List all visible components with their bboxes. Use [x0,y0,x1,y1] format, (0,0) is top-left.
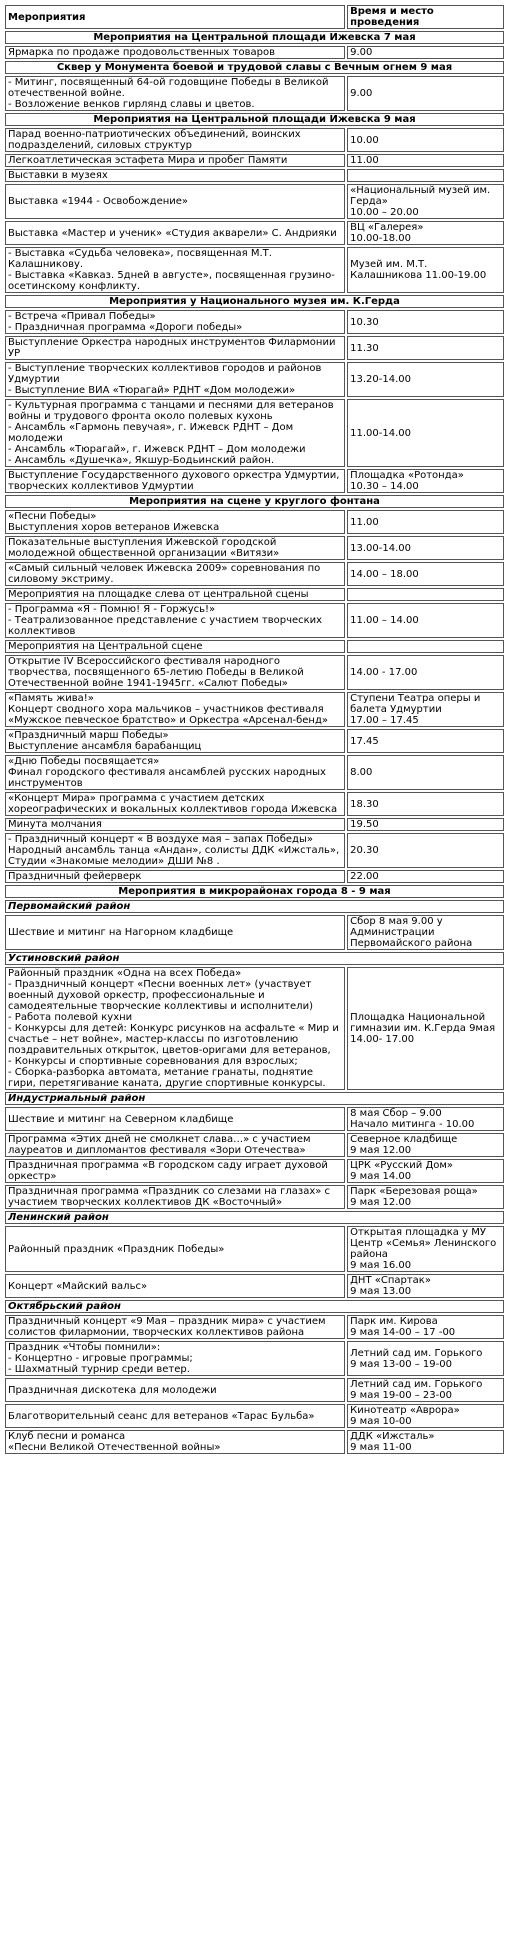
table-row [5,603,504,638]
section-header-row [5,61,504,74]
event-line: Праздничный концерт «9 Мая – праздник мира» с участием солистов филармонии, творческих коллективов района [8,1316,326,1338]
column-header-events: Мероприятия [5,5,345,29]
event-line: Выступление Оркестра народных инструментов Филармонии УР [8,337,336,359]
time-place-line: ВЦ «Галерея» [350,222,424,233]
event-line: Выставки в музеях [8,170,108,181]
time-place-line: Площадка Национальной гимназии им. К.Герда 9мая 14.00- 17.00 [350,1012,496,1045]
time-place-cell [347,128,504,152]
section-title: Мероприятия на Центральной площади Ижевска 9 мая [5,113,504,126]
event-cell [5,128,345,152]
time-place-line: Сбор 8 мая 9.00 у Администрации Первомайского района [350,916,473,949]
event-line: Концерт сводного хора мальчиков – участников фестиваля «Мужское певческое братство» и Оркестра «Арсенал-бенд» [8,704,328,726]
event-line: Народный ансамбль танца «Андан», солисты ДДК «Ижсталь», Студии «Знакомые мелодии» ДШИ №8 . [8,845,340,867]
time-place-line: Северное кладбище [350,1134,458,1145]
event-cell [5,247,345,293]
event-cell [5,729,345,753]
event-cell [5,1226,345,1272]
section-header-row [5,295,504,308]
event-line: - Ансамбль «Душечка», Якшур-Бодьинский район. [8,455,275,466]
section-header-row [5,885,504,898]
table-row [5,967,504,1090]
event-line: Выступление ансамбля барабанщиц [8,741,202,752]
time-place-line: 9 мая 14.00 [350,1171,412,1182]
time-place-line: Начало митинга - 10.00 [350,1119,475,1130]
event-cell [5,510,345,534]
event-cell [5,755,345,790]
section-header-row [5,495,504,508]
time-place-line: 11.00 [350,155,379,166]
table-row [5,1107,504,1131]
event-cell [5,1107,345,1131]
event-line: Праздничная программа «Праздник со слезами на глазах» с участием творческих коллективов ДК «Восточный» [8,1186,331,1208]
event-line: - Ансамбль «Гармонь певучая», г. Ижевск РДНТ – Дом молодежи [8,422,294,444]
time-place-line: 9 мая 16.00 [350,1260,412,1271]
event-line: «Праздничный марш Победы» [8,730,169,741]
table-row [5,310,504,334]
district-title: Октябрьский район [5,1300,504,1313]
event-cell [5,469,345,493]
table-row [5,362,504,397]
event-line: Минута молчания [8,819,102,830]
event-cell [5,818,345,831]
event-line: - Работа полевой кухни [8,1012,133,1023]
table-row [5,469,504,493]
event-cell [5,46,345,59]
event-cell [5,1430,345,1454]
table-body [5,31,504,1454]
event-line: Районный праздник «Одна на всех Победа» [8,968,242,979]
table-row [5,792,504,816]
district-title: Индустриальный район [5,1092,504,1105]
time-place-line: 19.50 [350,819,379,830]
event-cell [5,399,345,467]
time-place-cell [347,870,504,883]
table-row [5,1378,504,1402]
time-place-line: Кинотеатр «Аврора» [350,1405,460,1416]
event-line: Ярмарка по продаже продовольственных товаров [8,47,275,58]
table-row [5,1404,504,1428]
time-place-line: 13.20-14.00 [350,374,411,385]
time-place-cell [347,1226,504,1272]
time-place-line: 14.00 - 17.00 [350,667,418,678]
time-place-cell [347,1341,504,1376]
event-cell [5,792,345,816]
time-place-cell [347,510,504,534]
event-line: Выставка «Мастер и ученик» «Студия акварели» С. Андрияки [8,227,337,239]
events-table [3,3,506,1456]
event-line: Праздник «Чтобы помнили»: [8,1342,161,1353]
time-place-cell [347,692,504,727]
time-place-line: 8 мая Сбор – 9.00 [350,1108,442,1119]
time-place-cell [347,169,504,182]
event-cell [5,310,345,334]
district-header-row [5,1211,504,1224]
district-header-row [5,1300,504,1313]
time-place-cell [347,469,504,493]
time-place-line: Летний сад им. Горького [350,1379,483,1390]
time-place-cell [347,1315,504,1339]
event-cell [5,562,345,586]
time-place-cell [347,915,504,950]
event-line: «Песни Победы» [8,511,97,522]
time-place-line: 9 мая 14-00 – 17 -00 [350,1327,456,1338]
time-place-line: Музей им. М.Т. Калашникова 11.00-19.00 [350,259,487,281]
time-place-line: Открытая площадка у МУ Центр «Семья» Ленинского района [350,1227,497,1260]
time-place-line: 17.45 [350,735,379,747]
table-row [5,755,504,790]
time-place-cell [347,818,504,831]
table-row [5,128,504,152]
column-header-time-place: Время и место проведения [347,5,504,29]
event-line: - Конкурсы и спортивные соревнования для взрослых; [8,1056,298,1067]
event-line: - Культурная программа с танцами и песнями для ветеранов войны и трудового фронта около полевых кухонь [8,400,334,422]
table-row [5,818,504,831]
time-place-line: Летний сад им. Горького [350,1347,483,1359]
event-line: - Конкурсы для детей: Конкурс рисунков на асфальте « Мир и счастье – нет войне», мастер-классы по изготовлению поздравительных открыток, цветов-оригами для ветеранов, [8,1023,339,1056]
event-cell [5,1274,345,1298]
event-line: - Праздничный концерт « В воздухе мая – запах Победы» [8,834,313,845]
table-row [5,588,504,601]
event-line: «Дню Победы посвящается» [8,756,160,767]
table-row [5,870,504,883]
event-cell [5,1404,345,1428]
table-row [5,729,504,753]
time-place-cell [347,1159,504,1183]
event-line: Выступления хоров ветеранов Ижевска [8,522,220,533]
time-place-cell [347,310,504,334]
event-line: - Митинг, посвященный 64-ой годовщине Победы в Великой отечественной войне. [8,77,329,99]
time-place-cell [347,833,504,868]
section-header-row [5,31,504,44]
event-line: Клуб песни и романса [8,1431,126,1442]
time-place-cell [347,536,504,560]
table-row [5,1430,504,1454]
event-cell [5,640,345,653]
section-title: Мероприятия в микрорайонах города 8 - 9 мая [5,885,504,898]
table-row [5,562,504,586]
district-title: Первомайский район [5,900,504,913]
time-place-cell [347,362,504,397]
time-place-cell [347,399,504,467]
time-place-cell [347,184,504,219]
time-place-cell [347,46,504,59]
time-place-cell [347,221,504,245]
time-place-cell [347,603,504,638]
event-cell [5,655,345,690]
table-row [5,1341,504,1376]
event-line: Выступление Государственного духового оркестра Удмуртии, творческих коллективов Удмуртии [8,470,340,492]
time-place-line: 9 мая 11-00 [350,1442,412,1453]
table-row [5,399,504,467]
time-place-line: 9 мая 12.00 [350,1145,412,1156]
time-place-line: 17.00 – 17.45 [350,715,419,726]
event-line: «Песни Великой Отечественной войны» [8,1442,221,1453]
time-place-line: 11.00 – 14.00 [350,615,419,626]
event-cell [5,588,345,601]
event-cell [5,184,345,219]
event-line: Показательные выступления Ижевской городской молодежной общественной организации «Витязи» [8,537,280,559]
table-row [5,154,504,167]
table-row [5,1315,504,1339]
event-line: Парад военно-патриотических объединений, воинских подразделений, силовых структур [8,129,301,151]
event-line: Праздничный фейерверк [8,871,142,882]
time-place-line: 9 мая 13.00 [350,1286,412,1297]
event-line: - Театрализованное представление с участием творческих коллективов [8,615,323,637]
time-place-line: Парк «Березовая роща» [350,1186,478,1197]
section-title: Мероприятия у Национального музея им. К.Герда [5,295,504,308]
event-line: Праздничная дискотека для молодежи [8,1384,217,1396]
event-line: - Выставка «Судьба человека», посвященная М.Т. Калашникову. [8,248,272,270]
time-place-cell [347,1133,504,1157]
time-place-cell [347,247,504,293]
time-place-cell [347,154,504,167]
event-line: Шествие и митинг на Северном кладбище [8,1113,234,1125]
table-row [5,1159,504,1183]
table-row [5,833,504,868]
table-row [5,536,504,560]
time-place-line: 9 мая 19-00 – 23-00 [350,1390,452,1401]
time-place-line: 10.00-18.00 [350,233,411,244]
event-line: Благотворительный сеанс для ветеранов «Тарас Бульба» [8,1410,315,1422]
time-place-line: ДДК «Ижсталь» [350,1431,435,1442]
time-place-cell [347,792,504,816]
table-row [5,655,504,690]
event-line: - Программа «Я - Помню! Я - Горжусь!» [8,604,216,615]
time-place-line: 10.00 – 20.00 [350,207,419,218]
table-row [5,184,504,219]
time-place-line: ДНТ «Спартак» [350,1275,431,1286]
time-place-cell [347,640,504,653]
time-place-line: 10.30 [350,316,379,328]
time-place-cell [347,1185,504,1209]
event-line: - Выступление творческих коллективов городов и районов Удмуртии [8,363,322,385]
event-cell [5,1133,345,1157]
time-place-line: 18.30 [350,798,379,810]
table-row [5,1185,504,1209]
event-cell [5,154,345,167]
event-line: Легкоатлетическая эстафета Мира и пробег Памяти [8,155,288,166]
event-line: Выставка «1944 - Освобождение» [8,196,189,207]
event-line: Программа «Этих дней не смолкнет слава…» с участием лауреатов и дипломантов фестиваля «Зори Отечества» [8,1134,311,1156]
event-cell [5,169,345,182]
time-place-cell [347,562,504,586]
table-row [5,692,504,727]
time-place-line: 9 мая 12.00 [350,1197,412,1208]
time-place-line: 9 мая 13-00 – 19-00 [350,1358,452,1370]
event-line: - Праздничный концерт «Песни военных лет» (участвует военный духовой оркестр, профессиональные и самодеятельные творческие коллективы и исполнители) [8,979,313,1012]
section-header-row [5,113,504,126]
time-place-line: 13.00-14.00 [350,542,411,554]
table-row [5,247,504,293]
time-place-cell [347,655,504,690]
table-row [5,1133,504,1157]
time-place-cell [347,1378,504,1402]
time-place-line: 11.00 [350,516,379,528]
table-row [5,221,504,245]
event-cell [5,1341,345,1376]
district-title: Ленинский район [5,1211,504,1224]
event-cell [5,967,345,1090]
event-line: - Выставка «Кавказ. 5дней в августе», посвященная грузино-осетинскому конфликту. [8,270,335,292]
section-title: Мероприятия на Центральной площади Ижевска 7 мая [5,31,504,44]
time-place-line: 20.30 [350,845,379,856]
event-cell [5,833,345,868]
time-place-line: 10.30 – 14.00 [350,481,419,492]
district-title: Устиновский район [5,952,504,965]
table-row [5,1274,504,1298]
time-place-cell [347,729,504,753]
event-cell [5,1159,345,1183]
event-line: Мероприятия на Центральной сцене [8,641,203,652]
district-header-row [5,900,504,913]
table-row [5,169,504,182]
event-cell [5,336,345,360]
time-place-cell [347,1404,504,1428]
event-line: «Концерт Мира» программа с участием детских хореографических и вокальных коллективов города Ижевска [8,793,338,815]
time-place-cell [347,336,504,360]
district-header-row [5,1092,504,1105]
event-cell [5,221,345,245]
table-row [5,640,504,653]
event-line: - Праздничная программа «Дороги победы» [8,322,243,333]
event-line: - Сборка-разборка автомата, метание гранаты, поднятие гири, перетягивание каната, другие спортивные конкурсы. [8,1067,326,1089]
table-row [5,1226,504,1272]
time-place-line: 9 мая 10-00 [350,1416,412,1427]
time-place-cell [347,967,504,1090]
time-place-line: 8.00 [350,767,373,778]
time-place-line: Площадка «Ротонда» [350,470,464,481]
time-place-line: 10.00 [350,134,379,146]
time-place-cell [347,1274,504,1298]
event-line: - Ансамбль «Тюрагай», г. Ижевск РДНТ – Дом молодежи [8,444,306,455]
time-place-line: 9.00 [350,47,373,58]
time-place-cell [347,755,504,790]
event-line: - Концертно - игровые программы; [8,1353,193,1364]
time-place-cell [347,76,504,111]
event-line: «Самый сильный человек Ижевска 2009» соревнования по силовому экстриму. [8,563,321,585]
event-line: - Встреча «Привал Победы» [8,311,156,322]
table-row [5,76,504,111]
table-row [5,915,504,950]
time-place-line: 9.00 [350,88,373,99]
event-cell [5,1378,345,1402]
event-cell [5,692,345,727]
event-line: - Возложение венков гирлянд славы и цветов. [8,99,255,110]
time-place-line: 14.00 – 18.00 [350,568,419,580]
event-cell [5,1185,345,1209]
event-cell [5,603,345,638]
table-row [5,336,504,360]
event-line: Праздничная программа «В городском саду играет духовой оркестр» [8,1160,328,1182]
event-cell [5,536,345,560]
event-cell [5,76,345,111]
table-row [5,510,504,534]
table-row [5,46,504,59]
event-cell [5,915,345,950]
event-cell [5,362,345,397]
event-line: - Выступление ВИА «Тюрагай» РДНТ «Дом молодежи» [8,385,296,396]
section-title: Мероприятия на сцене у круглого фонтана [5,495,504,508]
time-place-cell [347,1430,504,1454]
event-cell [5,870,345,883]
event-line: Финал городского фестиваля ансамблей русских народных инструментов [8,767,326,789]
time-place-cell [347,1107,504,1131]
time-place-line: «Национальный музей им. Герда» [350,185,491,207]
time-place-line: 11.30 [350,342,379,354]
event-line: «Память жива!» [8,693,94,704]
time-place-line: Ступени Театра оперы и балета Удмуртии [350,693,481,715]
time-place-line: ЦРК «Русский Дом» [350,1160,454,1171]
event-line: Открытие IV Всероссийского фестиваля народного творчества, посвященного 65-летию Победы в Великой Отечественной войне 1941-1945гг. «Салют Победы» [8,656,304,689]
event-cell [5,1315,345,1339]
table-header-row [5,5,504,29]
time-place-line: Парк им. Кирова [350,1316,438,1327]
event-line: Районный праздник «Праздник Победы» [8,1243,225,1255]
event-line: Мероприятия на площадке слева от центральной сцены [8,589,309,600]
section-title: Сквер у Монумента боевой и трудовой славы с Вечным огнем 9 мая [5,61,504,74]
time-place-line: 11.00-14.00 [350,427,411,439]
time-place-line: 22.00 [350,871,379,882]
time-place-cell [347,588,504,601]
event-line: Шествие и митинг на Нагорном кладбище [8,927,234,938]
event-line: Концерт «Майский вальс» [8,1280,148,1292]
district-header-row [5,952,504,965]
event-line: - Шахматный турнир среди ветер. [8,1364,190,1375]
